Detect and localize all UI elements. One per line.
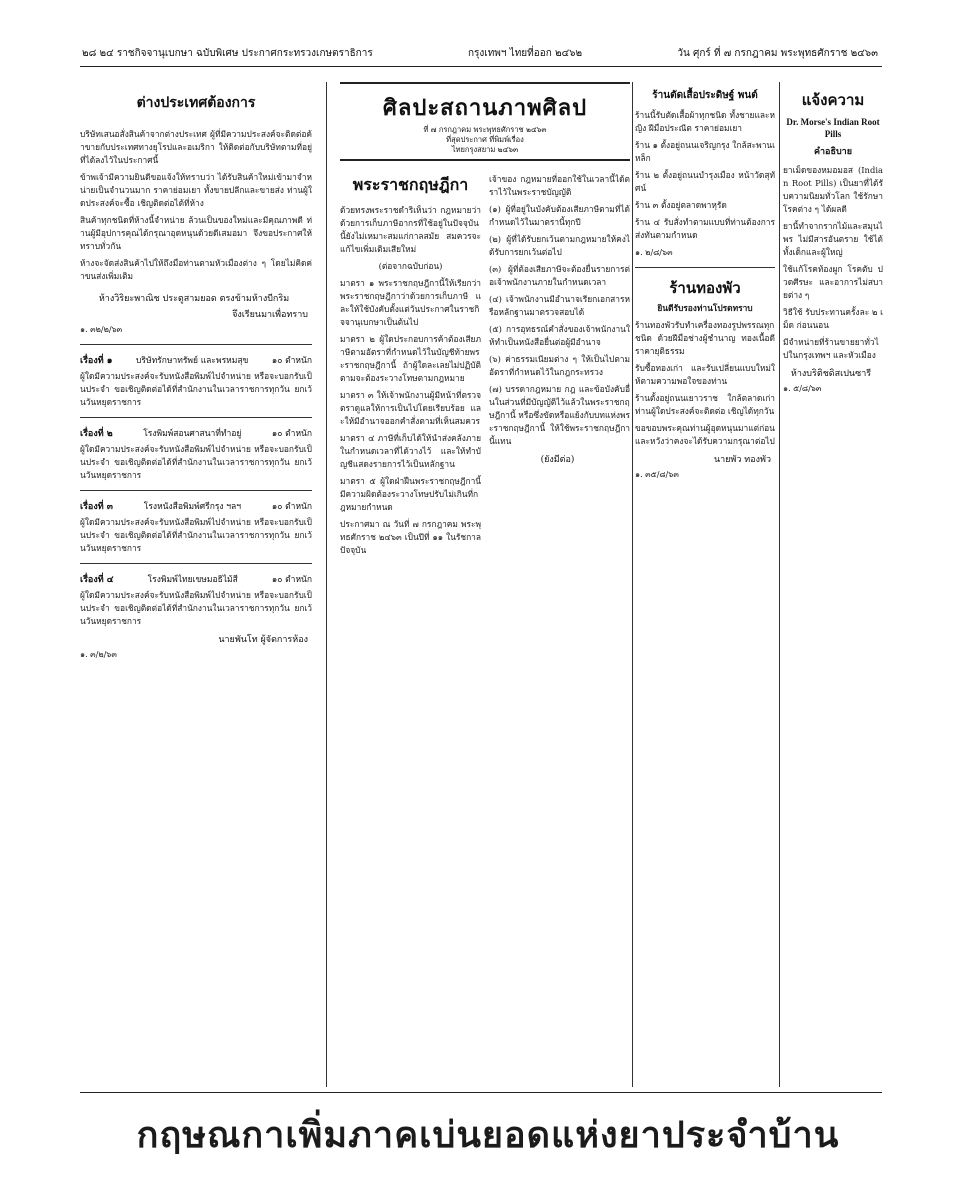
ad-title: แจ้งความ	[801, 91, 865, 109]
notice-row	[80, 426, 312, 440]
paragraph: ร้านทองพัวรับทำเครื่องทองรูปพรรณทุกชนิด ด้วยฝีมือช่างผู้ชำนาญ ทองเนื้อดี ราคายุติธรรม	[635, 320, 775, 356]
notice-text: โรงหนังสือพิมพ์ศรีกรุง ฯลฯ	[143, 502, 242, 512]
paragraph: มาตรา ๓ ให้เจ้าพนักงานผู้มีหน้าที่ตรวจตราดูแลให้การเป็นไปโดยเรียบร้อย และให้มีอำนาจออกคำสั่งตามที่เห็นสมควร	[340, 390, 481, 426]
column-royal-decree	[340, 82, 630, 1092]
notice-number: ๑๐ ตำหนัก	[271, 429, 312, 439]
notice-body: ผู้ใดมีความประสงค์จะรับหนังสือพิมพ์ไปจำหน่าย หรือจะบอกรับเป็นประจำ ขอเชิญติดต่อได้ที่สำนักงานในเวลาราชการทุกวัน ยกเว้นวันหยุดราชการ	[80, 590, 312, 626]
dateline: ๑. ๓๒/๒/๖๓	[80, 325, 123, 334]
notice-text: โรงพิมพ์ไทยเขษมอธิไม้สี	[147, 575, 238, 585]
notice-body: ผู้ใดมีความประสงค์จะรับหนังสือพิมพ์ไปจำหน่าย หรือจะบอกรับเป็นประจำ ขอเชิญติดต่อได้ที่สำนักงานในเวลาราชการทุกวัน ยกเว้นวันหยุดราชการ	[80, 517, 312, 553]
notice-label: เรื่องที่ ๒	[80, 429, 113, 439]
notice-row	[80, 499, 312, 513]
paragraph: (๒) ผู้ที่ได้รับยกเว้นตามกฎหมายให้คงได้รับการยกเว้นต่อไป	[489, 234, 630, 257]
ad-subtitle: คำอธิบาย	[813, 147, 852, 157]
section-title: พระราชกฤษฎีกา	[352, 175, 469, 194]
notice-body: ผู้ใดมีความประสงค์จะรับหนังสือพิมพ์ไปจำหน่าย หรือจะบอกรับเป็นประจำ ขอเชิญติดต่อได้ที่สำนักงานในเวลาราชการทุกวัน ยกเว้นวันหยุดราชการ	[80, 444, 312, 480]
column-divider-1	[326, 82, 327, 1087]
footer-rule	[80, 1092, 882, 1093]
masthead-subline: ที่สุดประกาศ ที่พิมพ์เรื่อง	[446, 135, 524, 144]
paragraph: ร้าน ๒ ตั้งอยู่ถนนบำรุงเมือง หน้าวัดสุทัศน์	[635, 170, 775, 193]
paragraph: ใช้แก้โรคท้องผูก โรคตับ ปวดศีรษะ และอาการไม่สบายต่าง ๆ	[783, 264, 883, 300]
dateline: ๑. ๓๕/๘/๖๓	[635, 470, 679, 479]
paragraph: (๕) การอุทธรณ์คำสั่งของเจ้าพนักงานให้ทำเป็นหนังสือยื่นต่อผู้มีอำนาจ	[489, 324, 630, 347]
paragraph: มีจำหน่ายที่ร้านขายยาทั่วไปในกรุงเทพฯ และหัวเมือง	[783, 337, 879, 360]
column-divider-2	[632, 82, 633, 1087]
footer-dateline: ๑. ๓/๒/๖๓	[80, 650, 117, 659]
paragraph: วิธีใช้ รับประทานครั้งละ ๒ เม็ด ก่อนนอน	[783, 307, 883, 330]
signature: นายพัว ทองพัว	[713, 455, 771, 465]
section-title: ร้านทองพัว	[669, 279, 741, 297]
paragraph: ร้าน ๔ รับสั่งทำตามแบบที่ท่านต้องการ ส่งทันตามกำหนด	[635, 217, 775, 240]
paragraph: บริษัทเสนอสั่งสินค้าจากต่างประเทศ ผู้ที่มีความประสงค์จะติดต่อค้าขายกับประเทศทางยุโรปและอเมริกา ให้ติดต่อกับบริษัทตามที่อยู่ที่ได้ลงไว้ในประกาศนี้	[80, 129, 312, 165]
dateline: ๑. ๒/๘/๖๓	[635, 248, 673, 257]
notice-text: บริษัทรักษาทรัพย์ และพรหมสุข	[136, 356, 249, 366]
masthead-subline: ไทยกรุงสยาม ๒๔๖๓	[451, 145, 519, 154]
column-title: ต่างประเทศต้องการ	[136, 95, 256, 111]
paragraph: ประกาศมา ณ วันที่ ๗ กรกฎาคม พระพุทธศักราช ๒๔๖๓ เป็นปีที่ ๑๑ ในรัชกาลปัจจุบัน	[340, 519, 481, 555]
paragraph: (๓) ผู้ที่ต้องเสียภาษีจะต้องยื่นรายการต่อเจ้าพนักงานภายในกำหนดเวลา	[489, 264, 630, 287]
notice-text: โรงพิมพ์สอนศาสนาที่ทำอยู่	[143, 429, 242, 439]
column-divider-3	[779, 82, 780, 1087]
section-rule	[80, 490, 312, 491]
section-subtitle: ยินดีรับรองท่านโปรดทราบ	[657, 303, 753, 313]
masthead-title: ศิลปะสถานภาพศิลป	[382, 95, 588, 121]
paragraph: มาตรา ๕ ผู้ใดฝ่าฝืนพระราชกฤษฎีกานี้ มีความผิดต้องระวางโทษปรับไม่เกินที่กฎหมายกำหนด	[340, 476, 481, 512]
paragraph: ยานี้ทำจากรากไม้และสมุนไพร ไม่มีสารอันตราย ใช้ได้ทั้งเด็กและผู้ใหญ่	[783, 221, 883, 257]
column-foreign-trade	[80, 82, 312, 1092]
paragraph: รับซื้อทองเก่า และรับเปลี่ยนแบบใหม่ให้ตามความพอใจของท่าน	[635, 363, 775, 386]
paragraph: (๔) เจ้าพนักงานมีอำนาจเรียกเอกสารหรือหลักฐานมาตรวจสอบได้	[489, 294, 630, 317]
running-head	[82, 44, 878, 62]
notice-body: ผู้ใดมีความประสงค์จะรับหนังสือพิมพ์ไปจำหน่าย หรือจะบอกรับเป็นประจำ ขอเชิญติดต่อได้ที่สำนักงานในเวลาราชการทุกวัน ยกเว้นวันหยุดราชการ	[80, 371, 312, 407]
signer: จึงเรียนมาเพื่อทราบ	[232, 310, 308, 320]
paragraph: ด้วยทรงพระราชดำริเห็นว่า กฎหมายว่าด้วยการเก็บภาษีอากรที่ใช้อยู่ในปัจจุบันนี้ยังไม่เหมาะสมแก่กาลสมัย สมควรจะแก้ไขเพิ่มเติมเสียใหม่	[340, 205, 481, 254]
paragraph: เจ้าของ กฎหมายที่ออกใช้ในเวลานี้ได้ตราไว้ในพระราชบัญญัติ	[489, 174, 630, 197]
paragraph: มาตรา ๑ พระราชกฤษฎีกานี้ให้เรียกว่า พระราชกฤษฎีกาว่าด้วยการเก็บภาษี และให้ใช้บังคับตั้งแต่วันประกาศในราชกิจจานุเบกษาเป็นต้นไป	[340, 278, 481, 327]
paragraph: ร้าน ๑ ตั้งอยู่ถนนเจริญกรุง ใกล้สะพานเหล็ก	[635, 140, 775, 163]
notice-label: เรื่องที่ ๑	[80, 356, 113, 366]
running-head-left: ๒๘ ๒๔ ราชกิจจานุเบกษา ฉบับพิเศษ ประกาศกระทรวงเกษตราธิการ	[82, 47, 373, 59]
section-rule	[80, 344, 312, 345]
paragraph: ร้านนี้รับตัดเสื้อผ้าทุกชนิด ทั้งชายและหญิง ฝีมือประณีต ราคาย่อมเยา	[635, 110, 775, 133]
masthead	[340, 82, 630, 161]
notice-number: ๑๐ ตำหนัก	[271, 502, 312, 512]
notice-label: เรื่องที่ ๓	[80, 502, 113, 512]
paragraph: ยาเม็ดของหมอมอส (Indian Root Pills) เป็นยาที่ได้รับความนิยมทั่วโลก ใช้รักษาโรคต่าง ๆ ได้ผลดี	[783, 165, 883, 214]
section-rule	[80, 563, 312, 564]
notice-label: เรื่องที่ ๔	[80, 575, 114, 585]
decree-right-column	[489, 173, 630, 561]
section-rule	[635, 267, 775, 268]
notice-row	[80, 353, 312, 367]
decree-left-column	[340, 173, 481, 561]
signature: ห้างวิริยะพาณิช ประตูสามยอด ตรงข้ามห้างบีกริม	[98, 294, 290, 304]
footer-signature: นายพันโท ผู้จัดการห้อง	[218, 635, 308, 645]
notice-row	[80, 572, 312, 586]
paragraph: สินค้าทุกชนิดที่ห้างนี้จำหน่าย ล้วนเป็นของใหม่และมีคุณภาพดี ท่านผู้มีอุปการคุณได้กรุณาอุดหนุนด้วยดีเสมอมา จึงขอประกาศให้ทราบทั่วกัน	[80, 215, 312, 251]
paragraph: (๖) ค่าธรรมเนียมต่าง ๆ ให้เป็นไปตามอัตราที่กำหนดไว้ในกฎกระทรวง	[489, 354, 630, 377]
running-head-center: กรุงเทพฯ ไทยที่ออก ๒๔๖๒	[467, 47, 583, 59]
column-shop-notices	[635, 82, 775, 1092]
masthead-subline: ที่ ๗ กรกฎาคม พระพุทธศักราช ๒๔๖๓	[423, 125, 547, 134]
paragraph: ร้าน ๓ ตั้งอยู่ตลาดพาหุรัด	[635, 200, 727, 210]
paragraph: ร้านตั้งอยู่ถนนเยาวราช ใกล้ตลาดเก่า ท่านผู้ใดประสงค์จะติดต่อ เชิญได้ทุกวัน	[635, 393, 775, 416]
paragraph: ข้าพเจ้ามีความยินดีขอแจ้งให้ทราบว่า ได้รับสินค้าใหม่เข้ามาจำหน่ายเป็นจำนวนมาก ราคาย่อมเยา ทั้งขายปลีกและขายส่ง ท่านผู้ใดประสงค์จะซื้อ เชิญติดต่อได้ที่ห้าง	[80, 172, 312, 208]
decree-columns	[340, 173, 630, 561]
notice-number: ๑๐ ตำหนัก	[271, 356, 312, 366]
paragraph: (๑) ผู้ที่อยู่ในบังคับต้องเสียภาษีตามที่ได้กำหนดไว้ในมาตรานี้ทุกปี	[489, 204, 630, 227]
signature: ห้างบริติชดิสเปนซารี	[790, 369, 872, 379]
paragraph: (ต่อจากฉบับก่อน)	[378, 261, 443, 271]
paragraph: มาตรา ๔ ภาษีที่เก็บได้ให้นำส่งคลังภายในกำหนดเวลาที่ได้วางไว้ และให้ทำบัญชีแสดงรายการไว้เป็นหลักฐาน	[340, 433, 481, 469]
running-head-right: วัน ศุกร์ ที่ ๗ กรกฎาคม พระพุทธศักราช ๒๔๖๓	[677, 47, 878, 59]
paragraph: ห้างจะจัดส่งสินค้าไปให้ถึงมือท่านตามหัวเมืองต่าง ๆ โดยไม่คิดค่าขนส่งเพิ่มเติม	[80, 258, 312, 281]
column-advertisement	[783, 82, 883, 1092]
dateline: ๑. ๕/๘/๖๓	[783, 384, 822, 393]
notice-number: ๑๐ ตำหนัก	[271, 575, 312, 585]
paragraph: (๗) บรรดากฎหมาย กฎ และข้อบังคับอื่นในส่วนที่มีบัญญัติไว้แล้วในพระราชกฤษฎีกานี้ หรือซึ่งขัดหรือแย้งกับบทแห่งพระราชกฤษฎีกานี้ ให้ใช้พระราชกฤษฎีกานี้แทน	[489, 384, 630, 446]
header-rule	[80, 66, 882, 67]
section-rule	[80, 417, 312, 418]
ad-english-title: Dr. Morse's Indian Root Pills	[786, 117, 880, 139]
column-title: ร้านตัดเสื้อประดิษฐ์ พนต์	[652, 90, 758, 101]
continued-mark: (ยังมีต่อ)	[540, 455, 575, 465]
paragraph: ขอขอบพระคุณท่านผู้อุดหนุนมาแต่ก่อน และหวังว่าคงจะได้รับความกรุณาต่อไป	[635, 423, 775, 446]
paragraph: มาตรา ๒ ผู้ใดประกอบการค้าต้องเสียภาษีตามอัตราที่กำหนดไว้ในบัญชีท้ายพระราชกฤษฎีกานี้ ถ้าผู้ใดละเลยไม่ปฏิบัติตามจะต้องระวางโทษตามกฎหมาย	[340, 334, 481, 383]
bottom-banner-headline: กฤษณกาเพิ่มภาคเบ่นยอดแห่งยาประจำบ้าน	[136, 1115, 840, 1156]
